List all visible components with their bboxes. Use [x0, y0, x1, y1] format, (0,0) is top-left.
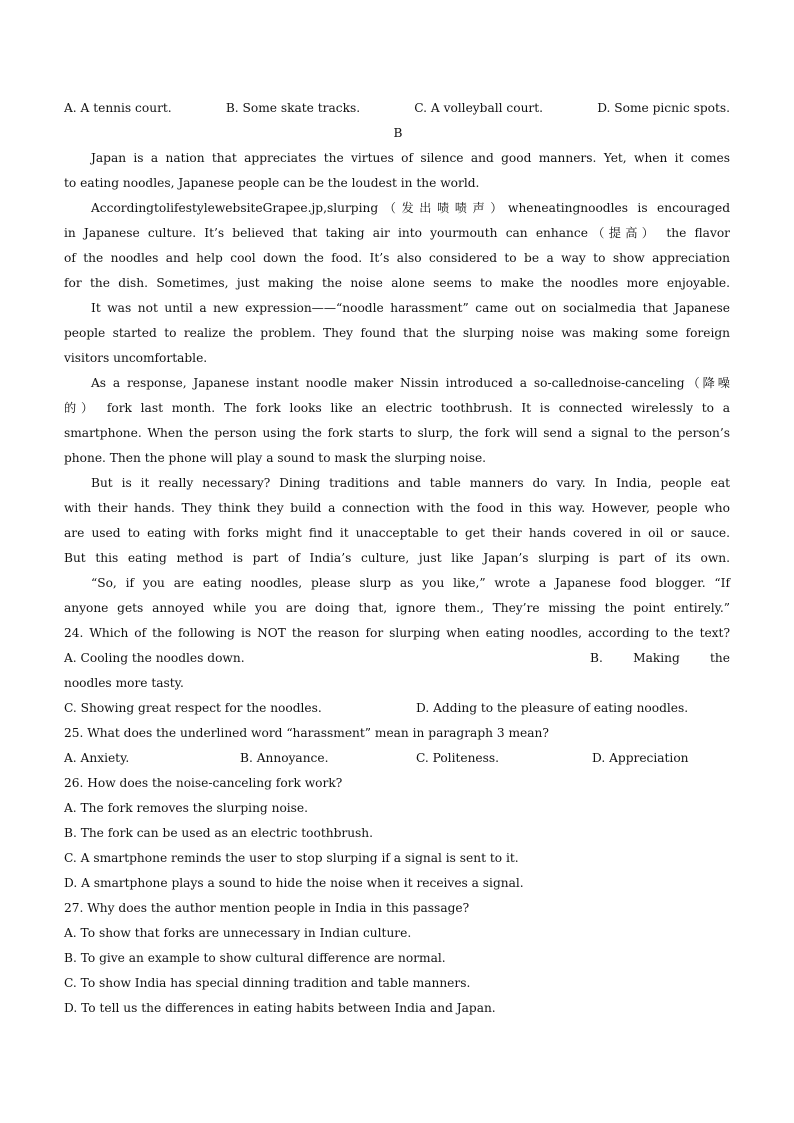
passage-line: are used to eating with forks might find it unacceptable to get their hands covered in oil or sauce.: [64, 526, 730, 540]
passage-line: “So, if you are eating noodles, please slurp as you like,” wrote a Japanese food blogger. “If: [91, 576, 730, 590]
option-a: A. Anxiety.: [64, 751, 130, 765]
option-b: B. To give an example to show cultural difference are normal.: [64, 951, 446, 965]
question-stem: 24. Which of the following is NOT the reason for slurping when eating noodles, according to the text?: [64, 626, 730, 640]
passage-line: As a response, Japanese instant noodle maker Nissin introduced a so-callednoise-canceling（降噪: [91, 376, 730, 390]
passage-line: smartphone. When the person using the fork starts to slurp, the fork will send a signal to the person’s: [64, 426, 730, 440]
option-c: C. To show India has special dinning tradition and table manners.: [64, 976, 471, 990]
option-d: D. Appreciation: [592, 751, 689, 765]
passage-line: to eating noodles, Japanese people can be the loudest in the world.: [64, 176, 480, 190]
options-row: [64, 696, 730, 721]
question-stem: 26. How does the noise-canceling fork work?: [64, 776, 343, 790]
question-27: [64, 896, 730, 1021]
question-stem: 25. What does the underlined word “harassment” mean in paragraph 3 mean?: [64, 726, 549, 740]
option-b: B. Some skate tracks.: [225, 101, 361, 115]
passage-line: But this eating method is part of India’s culture, just like Japan’s slurping is part of its own.: [64, 551, 730, 565]
option-d: D. Some picnic spots.: [597, 101, 730, 115]
passage-line: Japan is a nation that appreciates the virtues of silence and good manners. Yet, when it comes: [91, 151, 730, 165]
option-c: C. A volleyball court.: [414, 101, 544, 115]
previous-question-options: [64, 96, 730, 121]
option-d: D. A smartphone plays a sound to hide the noise when it receives a signal.: [64, 876, 524, 890]
option-c: C. Politeness.: [416, 751, 500, 765]
passage-line: with their hands. They think they build a connection with the food in this way. However, people who: [64, 501, 730, 515]
passage-line: of the noodles and help cool down the food. It’s also considered to be a way to show appreciation: [64, 251, 730, 265]
worksheet-page: [64, 96, 730, 1021]
option-b: B. The fork can be used as an electric toothbrush.: [64, 826, 374, 840]
passage-line: in Japanese culture. It’s believed that taking air into yourmouth can enhance（提高） the flavor: [64, 226, 730, 240]
passage-line: 的） fork last month. The fork looks like an electric toothbrush. It is connected wirelessly to a: [64, 401, 730, 415]
option-b: B. Annoyance.: [240, 751, 329, 765]
options-row: [64, 646, 730, 671]
option-c: C. Showing great respect for the noodles.: [64, 701, 322, 715]
option-d: D. Adding to the pleasure of eating noodles.: [416, 701, 689, 715]
question-26: [64, 771, 730, 896]
option-b: B. Making the: [590, 651, 730, 665]
option-b-continued: noodles more tasty.: [64, 676, 184, 690]
passage-line: It was not until a new expression——“noodle harassment” came out on socialmedia that Japanese: [91, 301, 730, 315]
question-stem: 27. Why does the author mention people in India in this passage?: [64, 901, 470, 915]
option-c: C. A smartphone reminds the user to stop slurping if a signal is sent to it.: [64, 851, 519, 865]
option-d: D. To tell us the differences in eating habits between India and Japan.: [64, 1001, 496, 1015]
passage-line: for the dish. Sometimes, just making the noise alone seems to make the noodles more enjoyable.: [64, 276, 730, 290]
passage-line: anyone gets annoyed while you are doing that, ignore them., They’re missing the point entirely.”: [64, 601, 730, 615]
passage-line: visitors uncomfortable.: [64, 351, 208, 365]
options-row: [64, 746, 730, 771]
option-a: A. The fork removes the slurping noise.: [64, 801, 309, 815]
question-25: [64, 721, 730, 771]
passage-line: AccordingtolifestylewebsiteGrapee.jp,slurping（发出啧啧声）wheneatingnoodles is encouraged: [91, 201, 730, 215]
passage-line: people started to realize the problem. They found that the slurping noise was making some foreign: [64, 326, 730, 340]
passage-line: phone. Then the phone will play a sound to mask the slurping noise.: [64, 451, 487, 465]
passage-line: But is it really necessary? Dining traditions and table manners do vary. In India, people eat: [91, 476, 730, 490]
question-24: [64, 621, 730, 721]
reading-passage: [64, 146, 730, 621]
option-a: A. To show that forks are unnecessary in Indian culture.: [64, 926, 412, 940]
option-a: A. Cooling the noodles down.: [64, 651, 245, 665]
section-label: B: [393, 126, 403, 140]
option-a: A. A tennis court.: [64, 101, 172, 115]
